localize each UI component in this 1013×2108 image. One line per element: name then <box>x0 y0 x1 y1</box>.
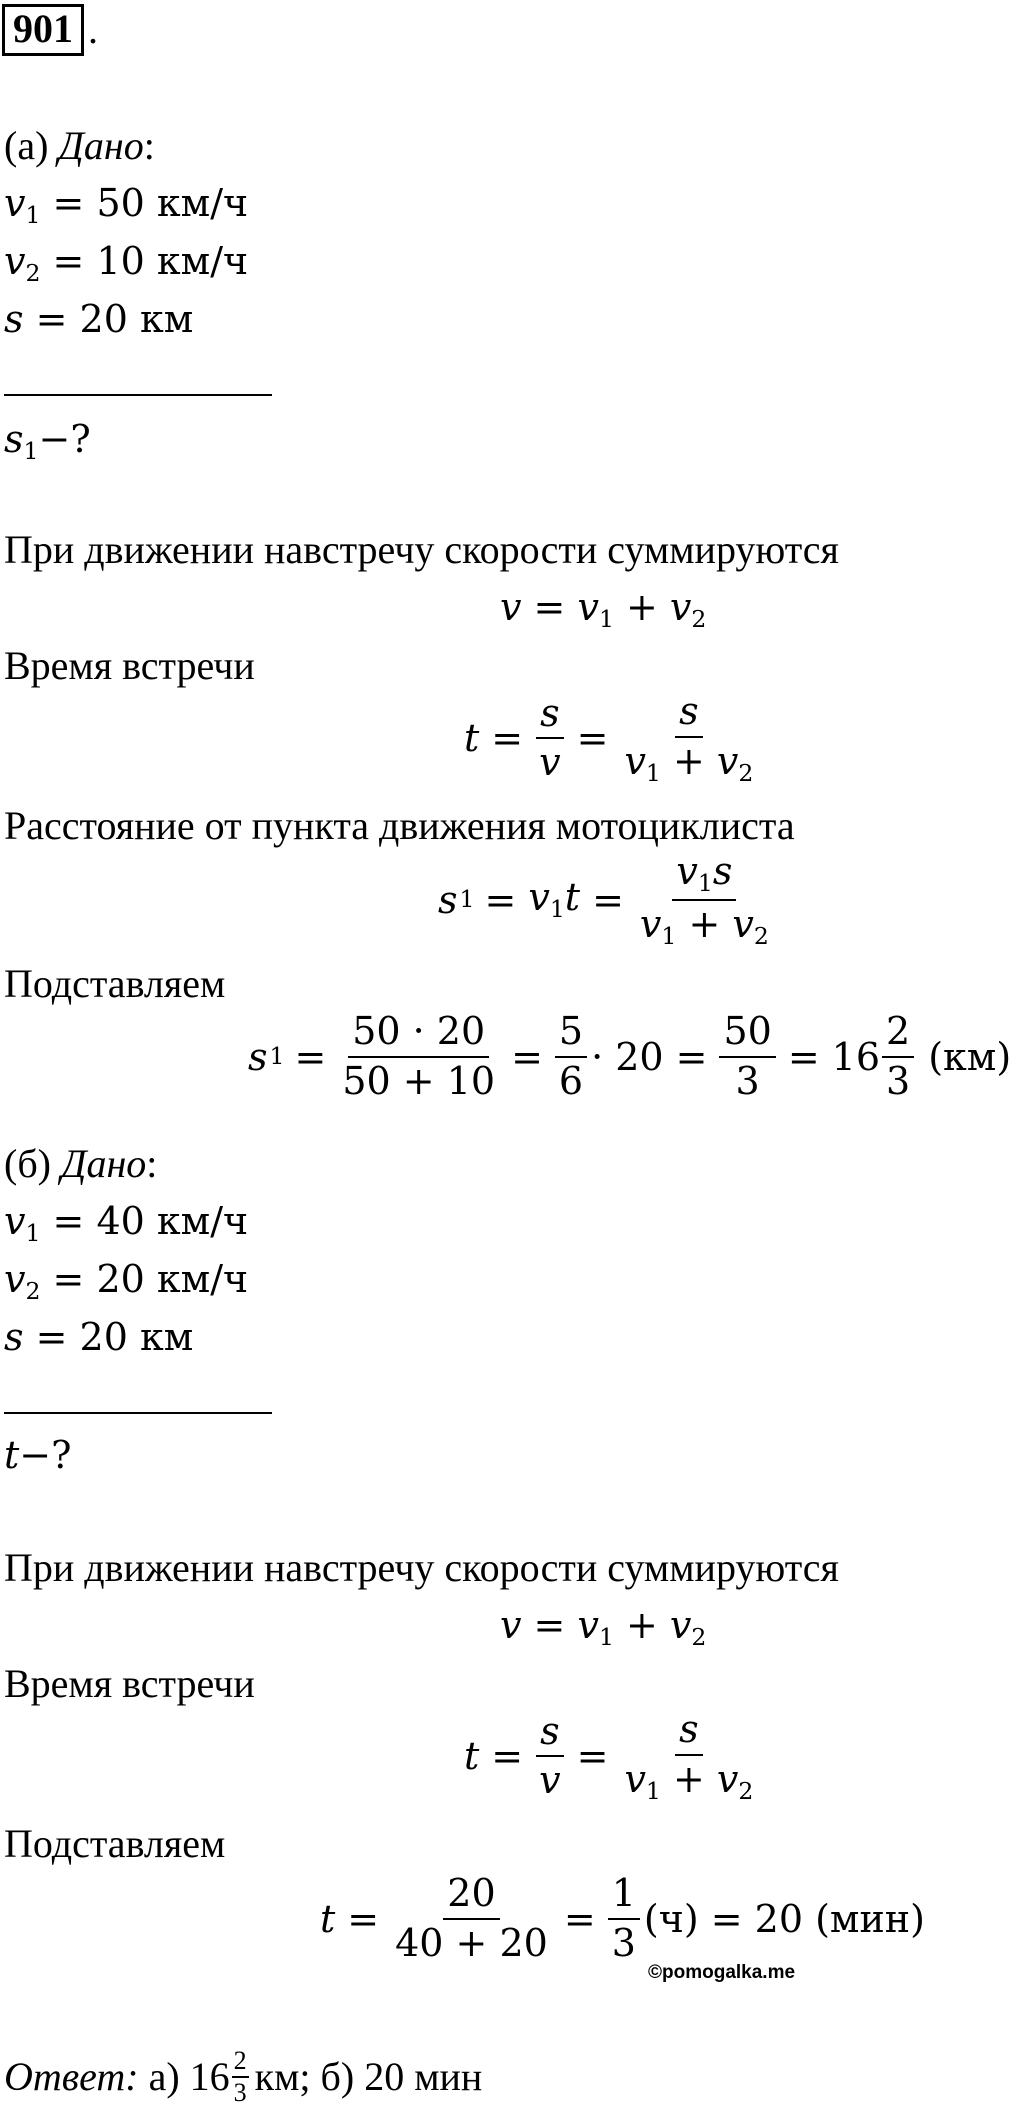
part-b-eq-calc: t = $\frac{20}{40 + 20}$ = $\frac{1}{3}$ (ч) = 20 (мин) <box>320 1871 925 1965</box>
watermark: ©pomogalka.me <box>648 1962 796 1983</box>
problem-number-dot: . <box>88 7 98 52</box>
part-b-eq-sum: $v = v_1 + v_2$ <box>500 1603 707 1652</box>
part-b-text-time: Время встречи <box>4 1661 255 1706</box>
part-b-text-speed: При движении навстречу скорости суммируются <box>4 1545 839 1590</box>
part-a-text-distance: Расстояние от пункта движения мотоциклиста <box>4 803 795 848</box>
part-a-header: (а) Дано: <box>4 123 155 168</box>
answer-line <box>4 2046 482 2108</box>
part-a-find: $s_1-$? <box>4 417 91 466</box>
part-a-text-substitute: Подставляем <box>4 961 226 1006</box>
part-a-given-v1: $v_1 = 50$ км/ч <box>4 181 249 230</box>
part-b-text-substitute: Подставляем <box>4 1821 226 1866</box>
part-b-find: t−? <box>4 1433 72 1477</box>
part-b-divider <box>4 1412 272 1414</box>
part-b-given-v1: $v_1 = 40$ км/ч <box>4 1199 249 1248</box>
answer-a-prefix: а) 16 <box>148 2053 230 2099</box>
part-b-given-v2: $v_2 = 20$ км/ч <box>4 1257 249 1306</box>
part-b-eq-time: t = $\frac{s}{v}$ = $\frac{s}{v_1 + v_2}$ <box>464 1707 754 1805</box>
part-a-text-speed: При движении навстречу скорости суммируются <box>4 527 839 572</box>
part-a-given-s: s = 20 км <box>4 297 194 341</box>
answer-label: Ответ: <box>4 2053 139 2099</box>
part-a-text-time: Время встречи <box>4 643 255 688</box>
part-a-label: (а) <box>4 123 49 168</box>
problem-number: 901 <box>2 4 84 56</box>
part-a-given-v2: $v_2 = 10$ км/ч <box>4 239 249 288</box>
part-a-eq-time: t = $\frac{s}{v}$ = $\frac{s}{v_1 + v_2}$ <box>464 689 754 787</box>
answer-a-fraction: $\frac{2}{3}$ <box>233 2046 247 2107</box>
part-b-given-s: s = 20 км <box>4 1315 194 1359</box>
part-a-eq-sum: $v = v_1 + v_2$ <box>500 585 707 634</box>
part-b-header: (б) Дано: <box>4 1141 158 1186</box>
answer-suffix: км; б) 20 мин <box>254 2053 483 2099</box>
part-a-divider <box>4 394 272 396</box>
part-a-eq-distance: s 1 = $v_1t$ = $\frac{v_1s}{v_1 + v_2}$ <box>438 849 769 951</box>
part-b-label: (б) <box>4 1141 51 1186</box>
part-a-eq-calc: s 1 = $\frac{50 \cdot 20}{50 + 10}$ = $\frac{5}{6}$ · 20 = $\frac{50}{3}$ = 16 $\frac{2}{3}$ (км) <box>248 1009 1012 1103</box>
part-b-given-label: Дано <box>61 1141 147 1186</box>
part-a-given-label: Дано <box>58 123 144 168</box>
